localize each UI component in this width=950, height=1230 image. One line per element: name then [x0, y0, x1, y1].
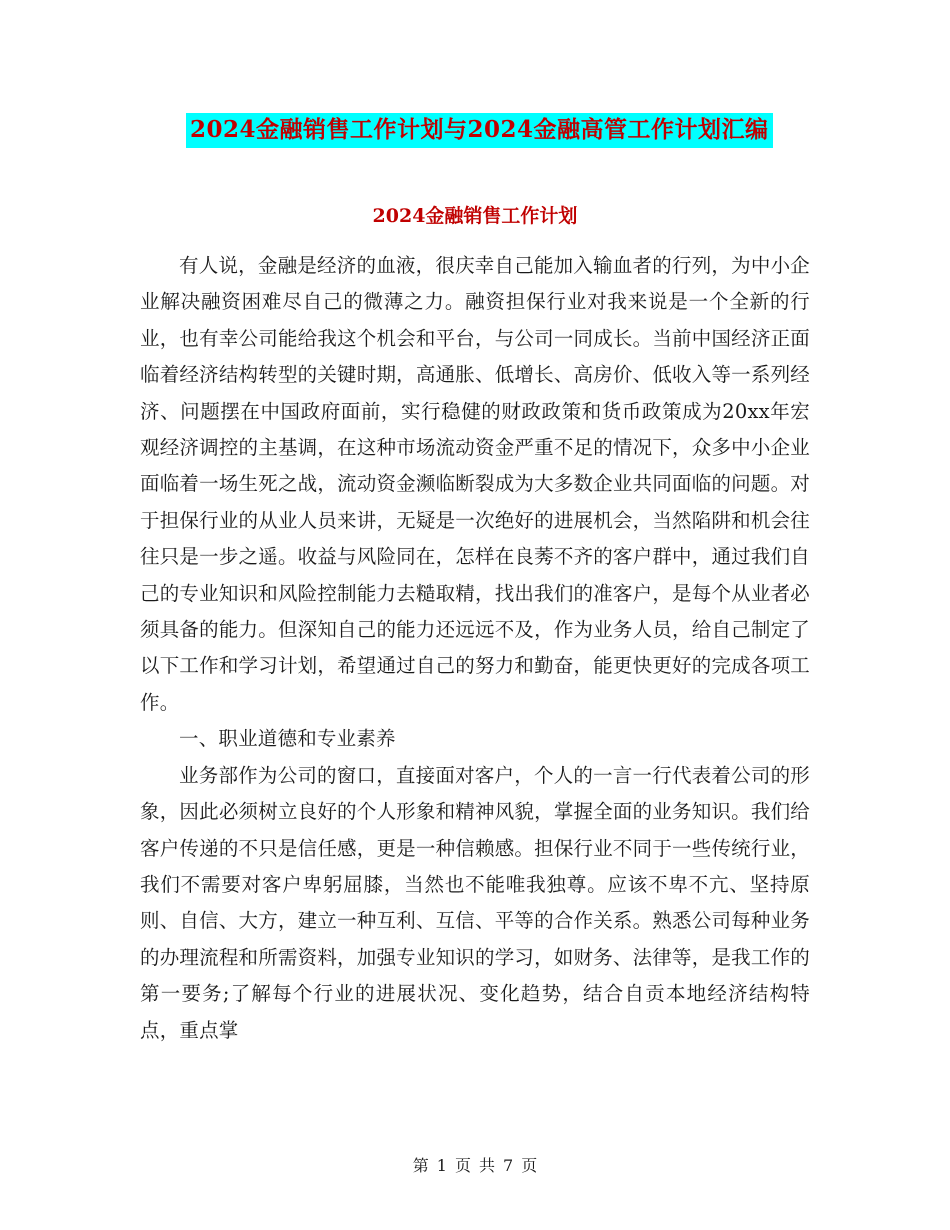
page-footer [0, 1155, 950, 1177]
body-paragraph: 业务部作为公司的窗口，直接面对客户，个人的一言一行代表着公司的形象，因此必须树立良好的个人形象和精神风貌，掌握全面的业务知识。我们给客户传递的不只是信任感，更是一种信赖感。担保行业不同于一些传统行业，我们不需要对客户卑躬屈膝，当然也不能唯我独尊。应该不卑不亢、坚持原则、自信、大方，建立一种互利、互信、平等的合作关系。熟悉公司每种业务的办理流程和所需资料，加强专业知识的学习，如财务、法律等，是我工作的第一要务;了解每个行业的进展状况、变化趋势，结合自贡本地经济结构特点，重点掌 [140, 763, 810, 1042]
total-pages-number: 7 [503, 1156, 514, 1175]
section-title: 2024金融销售工作计划 [372, 205, 578, 227]
subsection-heading: 一、职业道德和专业素养 [179, 727, 396, 751]
page-prefix: 第 [412, 1156, 429, 1175]
intro-paragraph: 有人说，金融是经济的血液，很庆幸自己能加入输血者的行列，为中小企业解决融资困难尽自己的微薄之力。融资担保行业对我来说是一个全新的行业，也有幸公司能给我这个机会和平台，与公司一同成长。当前中国经济正面临着经济结构转型的关键时期，高通胀、低增长、高房价、低收入等一系列经济、问题摆在中国政府面前，实行稳健的财政政策和货币政策成为20xx年宏观经济调控的主基调，在这种市场流动资金严重不足的情况下，众多中小企业面临着一场生死之战，流动资金濒临断裂成为大多数企业共同面临的问题。对于担保行业的从业人员来讲，无疑是一次绝好的进展机会，当然陷阱和机会往往只是一步之遥。收益与风险同在，怎样在良莠不齐的客户群中，通过我们自己的专业知识和风险控制能力去糙取精，找出我们的准客户，是每个从业者必须具备的能力。但深知自己的能力还远远不及，作为业务人员，给自己制定了以下工作和学习计划，希望通过自己的努力和勤奋，能更快更好的完成各项工作。 [140, 254, 810, 714]
total-prefix: 共 [479, 1156, 496, 1175]
current-page-number: 1 [436, 1156, 447, 1175]
document-title: 2024金融销售工作计划与2024金融高管工作计划汇编 [186, 113, 773, 148]
document-body [140, 248, 810, 1049]
total-suffix: 页 [521, 1156, 538, 1175]
page-word: 页 [454, 1156, 471, 1175]
